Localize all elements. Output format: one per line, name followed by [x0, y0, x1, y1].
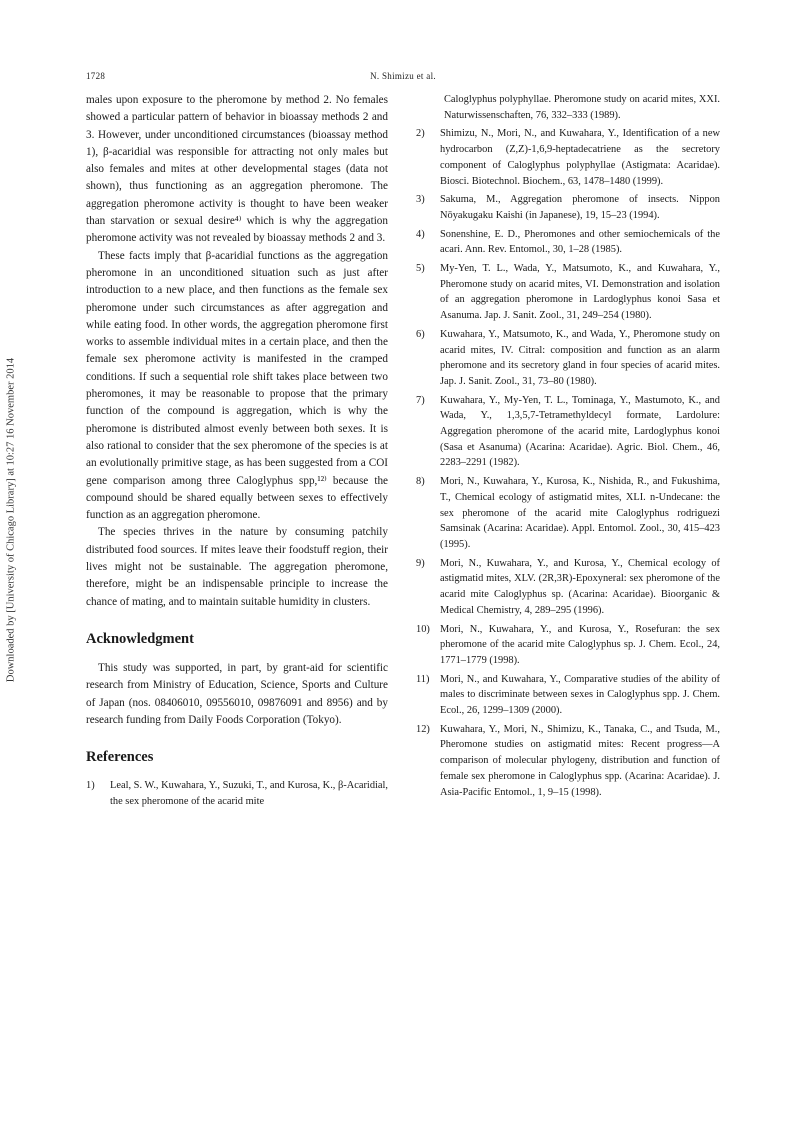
reference-item: [416, 556, 720, 619]
reference-item: [416, 474, 720, 553]
reference-item: [416, 227, 720, 258]
reference-text: Leal, S. W., Kuwahara, Y., Suzuki, T., and Kurosa, K., β-Acaridial, the sex pheromone of the acarid mite: [110, 780, 388, 807]
reference-number: 7): [416, 394, 425, 406]
reference-text: Caloglyphus polyphyllae. Pheromone study on acarid mites, XXI. Naturwissenschaften, 76, 332–333 (1989).: [444, 94, 720, 121]
reference-item: [416, 622, 720, 669]
reference-number: 4): [416, 228, 425, 240]
reference-number: 5): [416, 263, 425, 275]
reference-number: 2): [416, 128, 425, 140]
references-heading: References: [86, 749, 154, 766]
reference-text: Kuwahara, Y., Matsumoto, K., and Wada, Y., Pheromone study on acarid mites, IV. Citral: composition and function as an alarm pheromone and its secretory gland in four species of acarid mites. Jap. J. Sanit. Zool., 31, 73–80 (1980).: [440, 328, 720, 387]
reference-item: [416, 261, 720, 324]
reference-text: Kuwahara, Y., My-Yen, T. L., Tominaga, Y., Mastumoto, K., and Wada, Y., 1,3,5,7-Tetramethyldecyl formate, Lardolure: Aggregation pheromone of the acarid mite, Lardoglyphus konoi (Sasa et Asanuma) (Acarina: Acaridae). Agric. Biol. Chem., 46, 2283–2291 (1982).: [440, 394, 720, 469]
left-column: [86, 92, 388, 813]
body-paragraph: males upon exposure to the pheromone by method 2. No females showed a particular pattern of behavior in bioassay methods 2 and 3. However, under unconditioned circumstances (bioassay method 1), β-acaridial was responsible for attracting not only males but also females and mites at other developmental stages (data not shown), thus functioning as an aggregation pheromone. The aggregation pheromone activity is thought to have been weaker than starvation or sexual desire⁴⁾ which is why the aggregation pheromone activity was not revealed by bioassay methods 2 and 3.: [86, 94, 388, 245]
reference-number: 8): [416, 476, 425, 488]
running-head: N. Shimizu et al.: [370, 71, 436, 81]
reference-number: 9): [416, 557, 425, 569]
reference-continuation: [416, 92, 720, 123]
reference-text: Kuwahara, Y., Mori, N., Shimizu, K., Tanaka, C., and Tsuda, M., Pheromone studies on astigmatid mites: Recent progress—A comparison of molecular phylogeny, distribution and function of female sex pheromone in Caloglyphus spp. (Acarina: Acaridae). J. Asia-Pacific Entomol., 1, 9–15 (1998).: [440, 723, 720, 798]
page-number: 1728: [86, 71, 106, 81]
reference-number: 3): [416, 194, 425, 206]
reference-item: [86, 778, 388, 809]
reference-item: [416, 327, 720, 390]
reference-number: 11): [416, 673, 430, 685]
reference-text: Mori, N., and Kuwahara, Y., Comparative studies of the ability of males to discriminate between sexes in Caloglyphus spp. J. Chem. Ecol., 26, 1299–1309 (2000).: [440, 673, 720, 717]
reference-text: Sonenshine, E. D., Pheromones and other semiochemicals of the acari. Ann. Rev. Entomol., 30, 1–28 (1985).: [440, 228, 720, 256]
reference-number: 1): [86, 780, 95, 792]
reference-number: 12): [416, 723, 430, 735]
reference-text: Mori, N., Kuwahara, Y., and Kurosa, Y., Chemical ecology of astigmatid mites, XLV. (2R,3R)-Epoxyneral: sex pheromone of the acarid mite Caloglyphus sp. (Acarina: Acaridae). Bioorganic & Medical Chemistry, 4, 289–295 (1996).: [440, 557, 720, 616]
right-column: [416, 92, 720, 803]
reference-item: [416, 192, 720, 223]
reference-text: Mori, N., Kuwahara, Y., Kurosa, K., Nishida, R., and Fukushima, T., Chemical ecology of astigmatid mites, XLI. n-Undecane: the sex pheromone of the acarid mite Caloglyphus rodriguezi Samsinak (Acarina: Acaridae). Appl. Entomol. Zool., 30, 415–423 (1995).: [440, 476, 720, 550]
reference-number: 10): [416, 623, 430, 635]
reference-item: [416, 393, 720, 472]
running-header: [86, 71, 720, 85]
body-paragraph: These facts imply that β-acaridial functions as the aggregation pheromone in an unconditioned situation such as just after introduction to a new place, and then functions as the female sex pheromone under such circumstances as after aggregation and while eating food. In other words, the aggregation pheromone first works to assemble individual mites in a certain place, and then the female sex pheromone activity is manifested in the cramped conditions. If such a sequential role shift takes place between two pheromones, it may be reasonable to propose that the primary function of the compound is aggregation, which is why the pheromone is distributed almost evenly between both sexes. It is also rational to consider that the sex pheromone of the species is at an evolutionally primitive stage, as has been suggested from a COI gene comparison among three Caloglyphus spp,¹²⁾ because the compound should be shared equally between sexes to effectively function as an aggregation pheromone.: [86, 249, 388, 522]
body-paragraph: The species thrives in the nature by consuming patchily distributed food sources. If mites leave their foodstuff region, their lives might not be sustainable. The aggregation pheromone, therefore, might be an indispensable principle to increase the chance of mating, and to maintain suitable humidity in clusters.: [86, 526, 388, 608]
reference-item: [416, 672, 720, 719]
reference-number: 6): [416, 328, 425, 340]
download-watermark: [0, 290, 22, 750]
reference-item: [416, 722, 720, 801]
reference-text: Sakuma, M., Aggregation pheromone of insects. Nippon Nōyakugaku Kaishi (in Japanese), 19, 15–23 (1994).: [440, 194, 720, 221]
reference-text: Mori, N., Kuwahara, Y., and Kurosa, Y., Rosefuran: the sex pheromone of the acarid mite Caloglyphus sp. J. Chem. Ecol., 24, 1771–1779 (1998).: [440, 623, 720, 666]
download-note: Downloaded by [University of Chicago Library] at 10:27 16 November 2014: [5, 357, 17, 683]
reference-text: Shimizu, N., Mori, N., and Kuwahara, Y., Identification of a new hydrocarbon (Z,Z)-1,6,9-heptadecatriene as the secretory component of Caloglyphus polyphyllae (Astigmata: Acaridae). Biosci. Biotechnol. Biochem., 63, 1478–1480 (1999).: [440, 128, 720, 187]
reference-item: [416, 126, 720, 189]
reference-text: My-Yen, T. L., Wada, Y., Matsumoto, K., and Kuwahara, Y., Pheromone study on acarid mites, VI. Demonstration and isolation of an aggregation pheromone in Lardoglyphus konoi Sasa et Asanuma. Jap. J. Sanit. Zool., 31, 249–254 (1980).: [440, 263, 720, 322]
acknowledgment-heading: Acknowledgment: [86, 630, 194, 647]
acknowledgment-text: This study was supported, in part, by grant-aid for scientific research from Ministry of Education, Science, Sports and Culture of Japan (nos. 08406010, 09556010, 09876091 and 8956) and by research funding from Daily Foods Corporation (Tokyo).: [86, 661, 388, 726]
